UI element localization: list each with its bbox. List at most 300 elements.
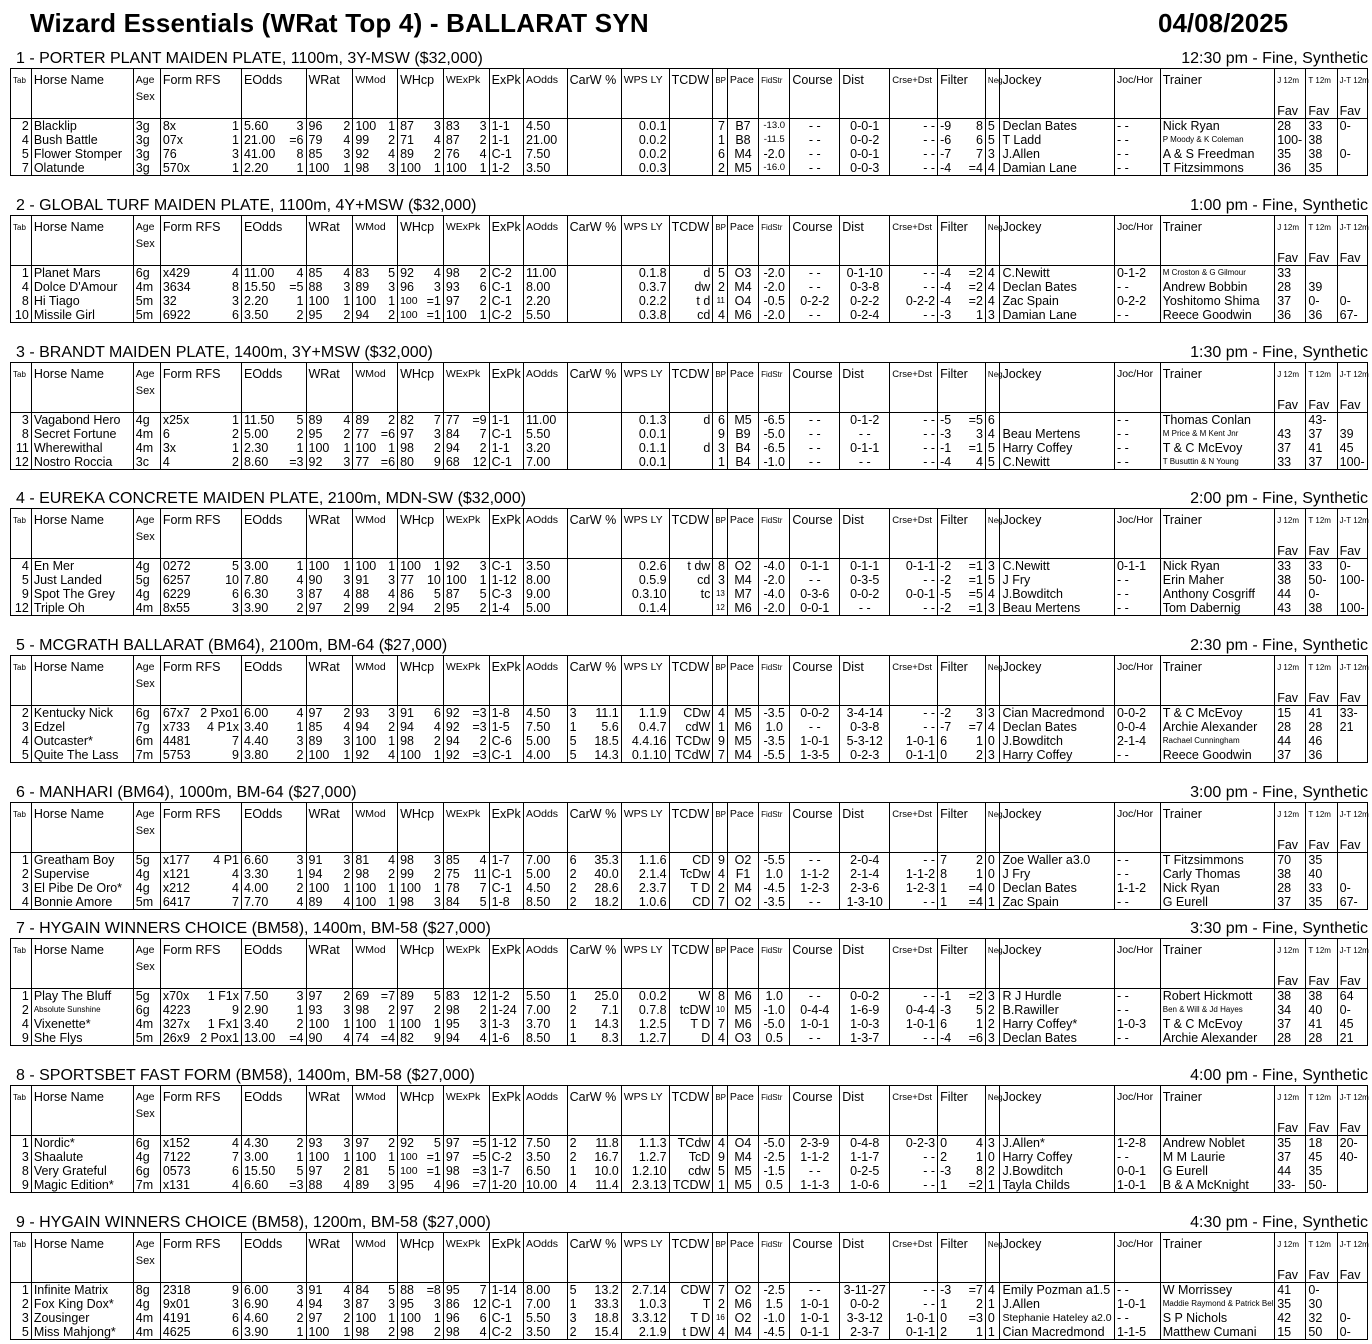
jt12: 0- — [1337, 559, 1367, 574]
header-cell — [713, 1268, 728, 1283]
aodds: 4.50 — [523, 881, 567, 895]
barrier: 1 — [713, 1178, 728, 1193]
trainer: W Morrissey — [1160, 1283, 1274, 1298]
cell: 4223 9 — [160, 1003, 241, 1017]
header-cell — [353, 1108, 398, 1121]
cell: 1 =4 — [938, 895, 986, 910]
header-cell — [523, 838, 567, 853]
expk: 1-2 — [489, 161, 523, 176]
jockey: B.Rawiller — [1000, 1003, 1114, 1017]
cell: 96 2 — [306, 119, 353, 134]
joc-hor: - - — [1114, 1031, 1160, 1046]
column-header-form: Form RFS — [160, 1233, 241, 1256]
column-header-eodds: EOdds — [241, 1086, 306, 1109]
column-header-neg: Neg — [985, 656, 1000, 679]
header-cell — [443, 104, 489, 119]
cell — [567, 413, 621, 428]
cell: 4.30 2 — [241, 1136, 306, 1151]
t12: 0- — [1306, 587, 1337, 601]
column-header-age: Age — [133, 216, 160, 239]
cell: 6 1 — [938, 1017, 986, 1031]
header-cell — [31, 91, 133, 104]
header-cell — [840, 104, 890, 119]
header-cell — [1160, 961, 1274, 974]
jt12 — [1337, 748, 1367, 763]
header-cell — [353, 385, 398, 398]
cell: 97 =5 — [443, 1150, 489, 1164]
column-header-filter: Filter — [938, 803, 986, 826]
dist: 0-3-8 — [840, 720, 890, 734]
cell: 84 5 — [443, 895, 489, 910]
barrier: 2 — [713, 1297, 728, 1311]
wps-ly: 0.1.4 — [621, 601, 669, 616]
column-header-row — [11, 509, 1368, 532]
trainer: Matthew Cumani — [1160, 1325, 1274, 1340]
header-cell — [790, 91, 840, 104]
trainer: Carly Thomas — [1160, 867, 1274, 881]
t12: 45 — [1306, 1150, 1337, 1164]
header-cell — [31, 974, 133, 989]
crse-dst: - - — [890, 133, 938, 147]
column-header-fav: Fav — [1275, 974, 1306, 989]
header-cell — [727, 1268, 758, 1283]
header-cell — [790, 1255, 840, 1268]
column-header-fav: Fav — [1337, 398, 1367, 413]
header-cell — [11, 1268, 32, 1283]
header-cell — [11, 1108, 32, 1121]
cell: 2318 9 — [160, 1283, 241, 1298]
horse-name: Nostro Roccia — [31, 455, 133, 470]
header-cell — [1306, 825, 1337, 838]
column-header-filter: Filter — [938, 216, 986, 239]
horse-name: Nordic* — [31, 1136, 133, 1151]
jockey: J.Allen — [1000, 147, 1114, 161]
header-cell — [398, 1121, 444, 1136]
pace: M5 — [727, 161, 758, 176]
cell: 96 3 — [398, 280, 444, 294]
jockey: Beau Mertens — [1000, 427, 1114, 441]
column-header-jockey: Jockey — [1000, 509, 1114, 532]
barrier: 3 — [713, 573, 728, 587]
header-cell — [306, 961, 353, 974]
t12: 39 — [1306, 280, 1337, 294]
header-cell — [133, 398, 160, 413]
column-header-form: Form RFS — [160, 803, 241, 826]
header-cell — [1114, 1255, 1160, 1268]
header-cell — [1306, 1255, 1337, 1268]
t12: 38 — [1306, 147, 1337, 161]
t12: 18 — [1306, 1136, 1337, 1151]
age-sex: 5g — [133, 573, 160, 587]
age-sex: 6g — [133, 1164, 160, 1178]
cell: 100 =1 — [398, 1164, 444, 1178]
barrier: 16 — [713, 1311, 728, 1325]
column-header-horse: Horse Name — [31, 509, 133, 532]
cell: 79 4 — [306, 133, 353, 147]
expk: 1-8 — [489, 706, 523, 721]
column-header-row — [11, 803, 1368, 826]
header-cell — [840, 961, 890, 974]
column-header-filter: Filter — [938, 1086, 986, 1109]
cell: 90 4 — [306, 1031, 353, 1046]
jockey: J.Allen* — [1000, 1136, 1114, 1151]
jockey: T Ladd — [1000, 133, 1114, 147]
race-title: 3 - BRANDT MAIDEN PLATE, 1400m, 3Y+MSW ($32,000) — [16, 344, 433, 361]
header-cell — [669, 1108, 713, 1121]
horse-name: Triple Oh — [31, 601, 133, 616]
column-header-bp: BP — [713, 363, 728, 386]
cell: 85 4 — [443, 853, 489, 868]
tcdw — [669, 601, 713, 616]
header-cell — [567, 544, 621, 559]
dist: 0-3-5 — [840, 573, 890, 587]
runner-row — [11, 1031, 1368, 1046]
column-header-fav: Fav — [1275, 104, 1306, 119]
header-cell — [241, 531, 306, 544]
cell: 2 7.1 — [567, 1003, 621, 1017]
cell: 98 2 — [443, 1003, 489, 1017]
header-cell — [31, 825, 133, 838]
race-section — [10, 195, 1368, 323]
crse-dst: - - — [890, 1178, 938, 1193]
column-header-carw: CarW % — [567, 509, 621, 532]
header-cell — [443, 974, 489, 989]
column-header-jt12: J-T 12m — [1337, 69, 1367, 92]
aodds: 7.00 — [523, 1297, 567, 1311]
column-header-tab: Tab — [11, 1086, 32, 1109]
column-header-bp: BP — [713, 803, 728, 826]
fidstr: -3.5 — [759, 734, 790, 748]
header-cell — [306, 838, 353, 853]
tcdw: t dw — [669, 559, 713, 574]
pace: M5 — [727, 734, 758, 748]
header-cell — [353, 838, 398, 853]
fidstr: -2.0 — [759, 308, 790, 323]
cell: 97 2 — [306, 1164, 353, 1178]
header-cell — [890, 1268, 938, 1283]
jockey: Cian Macredmond — [1000, 706, 1114, 721]
column-header-j12: J 12m — [1275, 509, 1306, 532]
header-cell — [133, 974, 160, 989]
header-cell — [621, 238, 669, 251]
horse-name: Planet Mars — [31, 266, 133, 281]
column-header-aodds: AOdds — [523, 69, 567, 92]
column-header-tcdw: TCDW — [669, 656, 713, 679]
header-cell — [306, 1108, 353, 1121]
course: 1-0-1 — [790, 1297, 840, 1311]
column-header-row — [11, 656, 1368, 679]
trainer: Maddie Raymond & Patrick Bell — [1160, 1297, 1274, 1311]
header-cell — [759, 838, 790, 853]
header-cell — [353, 251, 398, 266]
barrier: 3 — [713, 441, 728, 455]
runner-row — [11, 119, 1368, 134]
header-cell — [31, 1255, 133, 1268]
header-cell — [353, 961, 398, 974]
cell: 1 8.3 — [567, 1031, 621, 1046]
tab-number: 3 — [11, 720, 32, 734]
tcdw: D — [669, 1031, 713, 1046]
cell: 2.20 1 — [241, 294, 306, 308]
column-header-expk: ExPk — [489, 363, 523, 386]
neg: 3 — [985, 748, 1000, 763]
wps-ly: 0.0.2 — [621, 989, 669, 1004]
cell: 100 1 — [353, 1311, 398, 1325]
cell: 100 1 — [353, 881, 398, 895]
header-cell — [11, 251, 32, 266]
header-cell — [31, 1108, 133, 1121]
dist: 5-3-12 — [840, 734, 890, 748]
cell: 85 4 — [306, 720, 353, 734]
cell: 7 2 — [938, 853, 986, 868]
cell: 100 1 — [306, 1150, 353, 1164]
column-header-expk: ExPk — [489, 939, 523, 962]
column-subheader-row — [11, 1108, 1368, 1121]
header-cell — [523, 825, 567, 838]
barrier: 6 — [713, 147, 728, 161]
expk: 1-7 — [489, 853, 523, 868]
pace: O2 — [727, 1311, 758, 1325]
header-cell — [1000, 825, 1114, 838]
tcdw — [669, 161, 713, 176]
header-cell — [398, 1255, 444, 1268]
column-header-crsedst: Crse+Dst — [890, 1233, 938, 1256]
dist: 0-3-8 — [840, 280, 890, 294]
column-header-age: Age — [133, 1233, 160, 1256]
course: 0-1-1 — [790, 1325, 840, 1340]
barrier: 9 — [713, 853, 728, 868]
neg: 0 — [985, 1311, 1000, 1325]
header-cell — [840, 1108, 890, 1121]
wps-ly: 1.1.6 — [621, 853, 669, 868]
course: 1-0-1 — [790, 734, 840, 748]
wps-ly: 2.1.4 — [621, 867, 669, 881]
course: - - — [790, 989, 840, 1004]
cell: 15.50 =5 — [241, 280, 306, 294]
header-cell — [11, 825, 32, 838]
column-header-filter: Filter — [938, 69, 986, 92]
column-header-t12: T 12m — [1306, 1086, 1337, 1109]
crse-dst: - - — [890, 720, 938, 734]
aodds: 2.20 — [523, 294, 567, 308]
trainer: Archie Alexander — [1160, 1031, 1274, 1046]
fidstr: -4.5 — [759, 881, 790, 895]
cell: 98 2 — [398, 441, 444, 455]
cell: 4.00 2 — [241, 881, 306, 895]
header-cell — [621, 1255, 669, 1268]
trainer: Erin Maher — [1160, 573, 1274, 587]
cell: 9x01 3 — [160, 1297, 241, 1311]
header-cell — [759, 398, 790, 413]
barrier: 7 — [713, 895, 728, 910]
column-header-j12: J 12m — [1275, 69, 1306, 92]
cell: 98 2 — [353, 1003, 398, 1017]
cell: 89 4 — [306, 413, 353, 428]
column-header-fav: Fav — [1275, 251, 1306, 266]
race-section — [10, 488, 1368, 616]
wps-ly: 0.0.1 — [621, 455, 669, 470]
header-cell — [669, 385, 713, 398]
header-cell — [1114, 544, 1160, 559]
crse-dst: 1-1-2 — [890, 867, 938, 881]
header-cell — [621, 838, 669, 853]
header-cell — [890, 838, 938, 853]
wps-ly: 0.1.10 — [621, 748, 669, 763]
trainer: Reece Goodwin — [1160, 748, 1274, 763]
header-cell — [985, 544, 1000, 559]
column-header-fav: Fav — [1337, 838, 1367, 853]
header-cell — [1114, 961, 1160, 974]
cell — [567, 441, 621, 455]
jt12 — [1337, 867, 1367, 881]
header-cell — [669, 398, 713, 413]
column-header-aodds: AOdds — [523, 363, 567, 386]
j12: 43 — [1275, 601, 1306, 616]
dist: 0-0-2 — [840, 133, 890, 147]
j12: 35 — [1275, 1136, 1306, 1151]
neg: 1 — [985, 1178, 1000, 1193]
header-cell — [1114, 1121, 1160, 1136]
column-header-fidstr: FidStr — [759, 509, 790, 532]
header-cell — [1160, 974, 1274, 989]
column-header-wrat: WRat — [306, 216, 353, 239]
race-table — [10, 1085, 1368, 1193]
column-header-tcdw: TCDW — [669, 69, 713, 92]
cell — [567, 573, 621, 587]
expk: C-2 — [489, 308, 523, 323]
cell: 92 3 — [443, 559, 489, 574]
runner-row — [11, 1311, 1368, 1325]
horse-name: Bush Battle — [31, 133, 133, 147]
j12: 15 — [1275, 1325, 1306, 1340]
course: - - — [790, 427, 840, 441]
trainer: M Croston & G Gilmour — [1160, 266, 1274, 281]
cell: 11.00 4 — [241, 266, 306, 281]
column-header-aodds: AOdds — [523, 1086, 567, 1109]
neg: 2 — [985, 1017, 1000, 1031]
header-cell — [790, 1121, 840, 1136]
fidstr: 1.5 — [759, 1297, 790, 1311]
trainer: P Moody & K Coleman — [1160, 133, 1274, 147]
cell: 4481 7 — [160, 734, 241, 748]
header-cell — [727, 678, 758, 691]
tcdw: TcDw — [669, 867, 713, 881]
column-header-horse: Horse Name — [31, 803, 133, 826]
column-header-jt12: J-T 12m — [1337, 363, 1367, 386]
fidstr: -4.5 — [759, 1325, 790, 1340]
course: - - — [790, 133, 840, 147]
course: - - — [790, 720, 840, 734]
header-cell — [938, 1108, 986, 1121]
jt12 — [1337, 280, 1367, 294]
header-cell — [759, 531, 790, 544]
cell: 2 40.0 — [567, 867, 621, 881]
tcdw: CDw — [669, 706, 713, 721]
age-sex: 6g — [133, 706, 160, 721]
header-cell — [938, 104, 986, 119]
header-cell — [840, 974, 890, 989]
race-time-conditions: 4:00 pm - Fine, Synthetic — [1190, 1067, 1368, 1084]
jockey: R J Hurdle — [1000, 989, 1114, 1004]
j12: 41 — [1275, 1283, 1306, 1298]
cell: 6 1 — [938, 734, 986, 748]
column-header-tab: Tab — [11, 509, 32, 532]
column-header-row — [11, 939, 1368, 962]
header-cell — [398, 678, 444, 691]
joc-hor: - - — [1114, 748, 1160, 763]
header-cell — [1114, 691, 1160, 706]
t12: 35 — [1306, 853, 1337, 868]
header-cell — [443, 385, 489, 398]
dist: 0-0-3 — [840, 161, 890, 176]
cell: 100 1 — [398, 881, 444, 895]
column-header-pace: Pace — [727, 69, 758, 92]
t12: 37 — [1306, 427, 1337, 441]
joc-hor: - - — [1114, 867, 1160, 881]
cell: 97 2 — [353, 1136, 398, 1151]
header-cell — [890, 398, 938, 413]
column-header-horse: Horse Name — [31, 1233, 133, 1256]
horse-name: Kentucky Nick — [31, 706, 133, 721]
header-cell — [1000, 961, 1114, 974]
header-cell — [890, 825, 938, 838]
tab-number: 8 — [11, 1164, 32, 1178]
tab-number: 2 — [11, 1297, 32, 1311]
column-header-crsedst: Crse+Dst — [890, 509, 938, 532]
header-cell — [443, 961, 489, 974]
cell: 97 2 — [306, 706, 353, 721]
expk: 1-4 — [489, 601, 523, 616]
header-cell — [241, 1108, 306, 1121]
cell: -7 =7 — [938, 720, 986, 734]
tab-number: 4 — [11, 1017, 32, 1031]
column-header-t12: T 12m — [1306, 656, 1337, 679]
crse-dst: - - — [890, 1297, 938, 1311]
jt12 — [1337, 734, 1367, 748]
aodds: 7.50 — [523, 1136, 567, 1151]
aodds: 7.50 — [523, 720, 567, 734]
column-header-horse: Horse Name — [31, 1086, 133, 1109]
column-header-horse: Horse Name — [31, 656, 133, 679]
column-header-dist: Dist — [840, 509, 890, 532]
wps-ly: 0.1.3 — [621, 413, 669, 428]
tab-number: 8 — [11, 427, 32, 441]
column-header-crsedst: Crse+Dst — [890, 363, 938, 386]
horse-name: Flower Stomper — [31, 147, 133, 161]
pace: M6 — [727, 308, 758, 323]
column-header-fidstr: FidStr — [759, 656, 790, 679]
cell: 88 4 — [353, 587, 398, 601]
pace: M6 — [727, 989, 758, 1004]
expk: 1-1 — [489, 441, 523, 455]
column-header-fav: Fav — [1337, 104, 1367, 119]
cell: 86 5 — [398, 587, 444, 601]
header-cell — [443, 678, 489, 691]
column-header-wmod: WMod — [353, 363, 398, 386]
header-cell — [985, 104, 1000, 119]
column-header-jt12: J-T 12m — [1337, 216, 1367, 239]
jt12: 45 — [1337, 1017, 1367, 1031]
dist: 0-4-8 — [840, 1136, 890, 1151]
course: - - — [790, 413, 840, 428]
runner-row — [11, 427, 1368, 441]
neg: 1 — [985, 1297, 1000, 1311]
column-header-carw: CarW % — [567, 939, 621, 962]
cell: 100 1 — [306, 161, 353, 176]
column-fav-row — [11, 1121, 1368, 1136]
header-cell — [713, 961, 728, 974]
column-header-neg: Neg — [985, 216, 1000, 239]
